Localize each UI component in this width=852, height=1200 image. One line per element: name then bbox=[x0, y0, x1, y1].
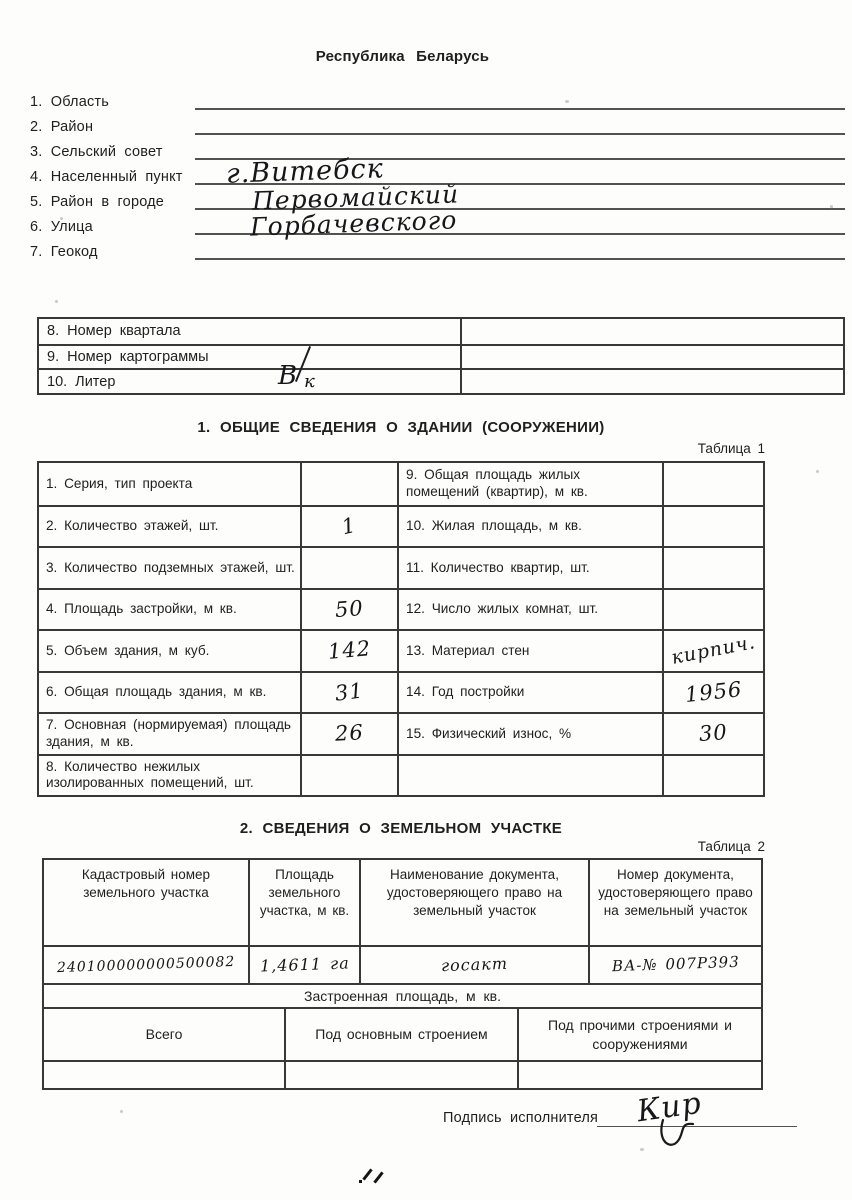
scan-speck bbox=[816, 470, 819, 473]
row-7-label: 7. Основная (нормируемая) площадь здания, м кв. bbox=[39, 712, 302, 754]
row-12-value bbox=[664, 588, 763, 630]
field-line-oblast bbox=[195, 108, 845, 110]
scan-speck bbox=[55, 300, 58, 303]
building-info-table bbox=[37, 461, 765, 797]
row-kartogramma-label bbox=[39, 344, 462, 369]
built-area-header: Застроенная площадь, м кв. bbox=[304, 988, 501, 1004]
row-16-value bbox=[664, 754, 763, 796]
liter-numerator: В bbox=[278, 361, 299, 391]
row-8-value bbox=[302, 754, 397, 796]
handwritten-wall-material: кирпич. bbox=[669, 631, 758, 670]
row-kvartal-value bbox=[462, 319, 843, 344]
row-5-value bbox=[302, 629, 397, 671]
cell-cadastral-number bbox=[44, 947, 250, 983]
row-5-label: 5. Объем здания, м куб. bbox=[39, 629, 302, 671]
row-11-value bbox=[664, 546, 763, 588]
scan-speck bbox=[565, 100, 569, 103]
scan-speck bbox=[60, 217, 63, 220]
field-label-oblast: 1. Область bbox=[30, 94, 110, 110]
row-2-label: 2. Количество этажей, шт. bbox=[39, 505, 302, 547]
handwritten-total-area: 31 bbox=[333, 677, 366, 706]
handwritten-wear-percent: 30 bbox=[698, 720, 729, 747]
handwritten-liter-fraction bbox=[278, 349, 322, 395]
handwritten-parcel-area: 1,4611 га bbox=[259, 953, 350, 976]
cell-document-number bbox=[590, 947, 761, 983]
built-area-values-row bbox=[44, 1060, 761, 1088]
handwritten-main-area: 26 bbox=[334, 720, 365, 746]
built-area-columns-row bbox=[44, 1007, 761, 1060]
row-liter-text: 10. Литер bbox=[47, 373, 116, 390]
signature-flourish bbox=[655, 1118, 701, 1152]
handwritten-street: Горбачевского bbox=[249, 205, 458, 242]
handwritten-year-built: 1956 bbox=[683, 676, 744, 707]
header-document-name: Наименование документа, удостоверяющего право на земельный участок bbox=[361, 860, 590, 945]
header-document-number: Номер документа, удостоверяющего право на земельный участок bbox=[598, 867, 753, 918]
row-14-label: 14. Год постройки bbox=[399, 671, 664, 713]
cell-other-buildings-value bbox=[519, 1062, 761, 1088]
field-line-geokod bbox=[195, 258, 845, 260]
row-kvartal-text: 8. Номер квартала bbox=[47, 323, 181, 340]
field-line-raion bbox=[195, 133, 845, 135]
field-label-ulitsa: 6. Улица bbox=[30, 219, 93, 235]
handwritten-city-district: Первомайский bbox=[251, 179, 460, 216]
row-12-label: 12. Число жилых комнат, шт. bbox=[399, 588, 664, 630]
handwritten-document-name: госакт bbox=[440, 954, 509, 976]
row-kvartal-label bbox=[39, 319, 462, 344]
land-table-header-row bbox=[44, 860, 761, 945]
row-3-label: 3. Количество подземных этажей, шт. bbox=[39, 546, 302, 588]
cell-document-name bbox=[361, 947, 590, 983]
row-9-value bbox=[664, 463, 763, 505]
row-kartogramma-value bbox=[462, 344, 843, 369]
column-other-buildings: Под прочими строениями и сооружениями bbox=[548, 1017, 732, 1052]
section-2-title: 2. СВЕДЕНИЯ О ЗЕМЕЛЬНОМ УЧАСТКЕ bbox=[239, 820, 563, 837]
table-1-caption: Таблица 1 bbox=[697, 441, 765, 456]
row-2-value bbox=[302, 505, 397, 547]
column-total: Всего bbox=[44, 1009, 286, 1060]
row-7-value bbox=[302, 712, 397, 754]
scan-speck bbox=[640, 1148, 644, 1151]
land-parcel-table bbox=[42, 858, 763, 1090]
row-4-label: 4. Площадь застройки, м кв. bbox=[39, 588, 302, 630]
row-1-value bbox=[302, 463, 397, 505]
header-parcel-area: Площадь земельного участка, м кв. bbox=[250, 860, 361, 945]
field-label-raion: 2. Район bbox=[30, 119, 94, 135]
row-4-value bbox=[302, 588, 397, 630]
row-10-label: 10. Жилая площадь, м кв. bbox=[399, 505, 664, 547]
cell-main-building-value bbox=[286, 1062, 519, 1088]
handwritten-footprint-area: 50 bbox=[334, 595, 365, 622]
row-9-label: 9. Общая площадь жилых помещений (квартир), м кв. bbox=[399, 463, 664, 505]
field-label-raion-v-gorode: 5. Район в городе bbox=[30, 194, 165, 210]
handwritten-document-number: ВА-№ 007Р393 bbox=[611, 952, 740, 976]
handwritten-floors: 1 bbox=[339, 512, 359, 539]
liter-denominator: к bbox=[304, 371, 316, 392]
location-table bbox=[37, 317, 845, 395]
row-liter-value bbox=[462, 368, 843, 393]
row-liter-label bbox=[39, 368, 462, 393]
field-label-geokod: 7. Геокод bbox=[30, 244, 98, 260]
field-label-selsky-sovet: 3. Сельский совет bbox=[30, 144, 163, 160]
handwritten-city: г.Витебск bbox=[225, 153, 385, 190]
row-14-value bbox=[664, 671, 763, 713]
building-table-left bbox=[39, 463, 399, 795]
row-6-value bbox=[302, 671, 397, 713]
cell-total-value bbox=[44, 1062, 286, 1088]
scan-ink-mark bbox=[362, 1168, 372, 1180]
field-label-naselenny-punkt: 4. Населенный пункт bbox=[30, 169, 183, 185]
cell-parcel-area bbox=[250, 947, 361, 983]
column-main-building: Под основным строением bbox=[286, 1009, 519, 1060]
row-11-label: 11. Количество квартир, шт. bbox=[399, 546, 664, 588]
handwritten-cadastral-number: 240100000000500082 bbox=[56, 953, 236, 976]
scan-ink-dot bbox=[359, 1180, 362, 1183]
signature-label: Подпись исполнителя bbox=[443, 1110, 599, 1126]
table-2-caption: Таблица 2 bbox=[697, 839, 765, 854]
row-kartogramma-text: 9. Номер картограммы bbox=[47, 348, 209, 365]
section-1-title: 1. ОБЩИЕ СВЕДЕНИЯ О ЗДАНИИ (СООРУЖЕНИИ) bbox=[197, 419, 605, 436]
row-1-label: 1. Серия, тип проекта bbox=[39, 463, 302, 505]
scan-speck bbox=[120, 1110, 123, 1113]
row-3-value bbox=[302, 546, 397, 588]
scan-ink-mark bbox=[373, 1171, 383, 1183]
row-13-label: 13. Материал стен bbox=[399, 629, 664, 671]
building-table-right bbox=[399, 463, 763, 795]
row-8-label: 8. Количество нежилых изолированных помещений, шт. bbox=[39, 754, 302, 796]
handwritten-signature: Кир bbox=[634, 1085, 704, 1130]
country-title: Республика Беларусь bbox=[315, 48, 490, 65]
row-10-value bbox=[664, 505, 763, 547]
row-15-value bbox=[664, 712, 763, 754]
land-table-values-row bbox=[44, 945, 761, 983]
header-cadastral-number: Кадастровый номер земельного участка bbox=[44, 860, 250, 945]
built-area-span-row bbox=[44, 983, 761, 1007]
row-15-label: 15. Физический износ, % bbox=[399, 712, 664, 754]
row-16-label bbox=[399, 754, 664, 796]
scan-speck bbox=[830, 205, 833, 209]
row-6-label: 6. Общая площадь здания, м кв. bbox=[39, 671, 302, 713]
row-13-value bbox=[664, 629, 763, 671]
handwritten-volume: 142 bbox=[326, 636, 372, 664]
